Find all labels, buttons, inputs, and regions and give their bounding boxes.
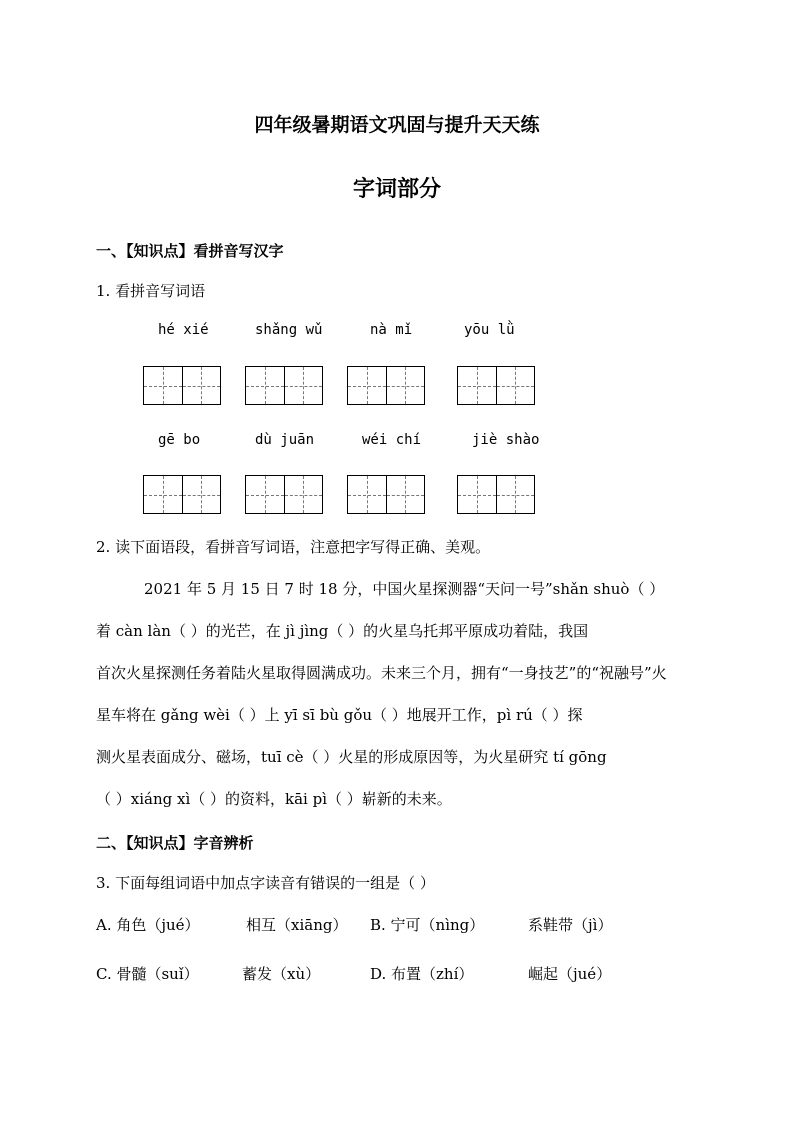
passage-line: 着 càn làn（ ）的光芒，在 jì jìng（ ）的火星乌托邦平原成功着陆，我国 <box>96 622 589 640</box>
passage-line: 首次火星探测任务着陆火星取得圆满成功。未来三个月，拥有“一身技艺”的“祝融号”火 <box>96 664 667 682</box>
pinyin-label: nà mǐ <box>370 322 413 338</box>
writing-grid[interactable] <box>245 475 323 514</box>
writing-grid[interactable] <box>245 366 323 405</box>
pinyin-label: wéi chí <box>362 432 422 448</box>
pinyin-label: gē bo <box>158 432 201 448</box>
page-subtitle: 字词部分 <box>352 176 441 202</box>
pinyin-label: dù juān <box>255 432 315 448</box>
pinyin-label: jiè shào <box>472 432 540 448</box>
writing-grid[interactable] <box>347 475 425 514</box>
writing-grid[interactable] <box>457 475 535 514</box>
question-1-label: 1. 看拼音写词语 <box>96 282 206 300</box>
option-c-second: 蓄发（xù） <box>242 965 321 983</box>
option-d[interactable]: D. 布置（zhí） <box>370 965 474 983</box>
passage-line: 星车将在 gǎng wèi（ ）上 yī sī bù gǒu（ ）地展开工作，pì rú（ ）探 <box>96 706 583 724</box>
writing-grid[interactable] <box>347 366 425 405</box>
passage-line: 2021 年 5 月 15 日 7 时 18 分，中国火星探测器“天问一号”shǎn shuò（ ） <box>144 580 665 598</box>
option-a-second: 相互（xiāng） <box>246 916 348 934</box>
page-title: 四年级暑期语文巩固与提升天天练 <box>254 114 540 136</box>
question-3-label: 3. 下面每组词语中加点字读音有错误的一组是（ ） <box>96 874 435 892</box>
pinyin-label: shǎng wǔ <box>255 322 323 338</box>
pinyin-label: hé xié <box>158 322 209 338</box>
question-2-label: 2. 读下面语段，看拼音写词语，注意把字写得正确、美观。 <box>96 538 491 556</box>
passage-line: （ ）xiáng xì（ ）的资料，kāi pì（ ）崭新的未来。 <box>96 790 452 808</box>
writing-grid[interactable] <box>143 475 221 514</box>
option-c[interactable]: C. 骨髓（suǐ） <box>96 965 199 983</box>
writing-grid[interactable] <box>457 366 535 405</box>
passage-line: 测火星表面成分、磁场，tuī cè（ ）火星的形成原因等，为火星研究 tí gōng <box>96 748 607 766</box>
option-b-second: 系鞋带（jì） <box>528 916 613 934</box>
writing-grid[interactable] <box>143 366 221 405</box>
pinyin-label: yōu lǜ <box>464 322 515 338</box>
option-d-second: 崛起（jué） <box>528 965 612 983</box>
section-2-heading: 二、【知识点】字音辨析 <box>96 834 254 852</box>
section-1-heading: 一、【知识点】看拼音写汉字 <box>96 242 284 260</box>
option-a[interactable]: A. 角色（jué） <box>96 916 200 934</box>
option-b[interactable]: B. 宁可（nìng） <box>370 916 485 934</box>
